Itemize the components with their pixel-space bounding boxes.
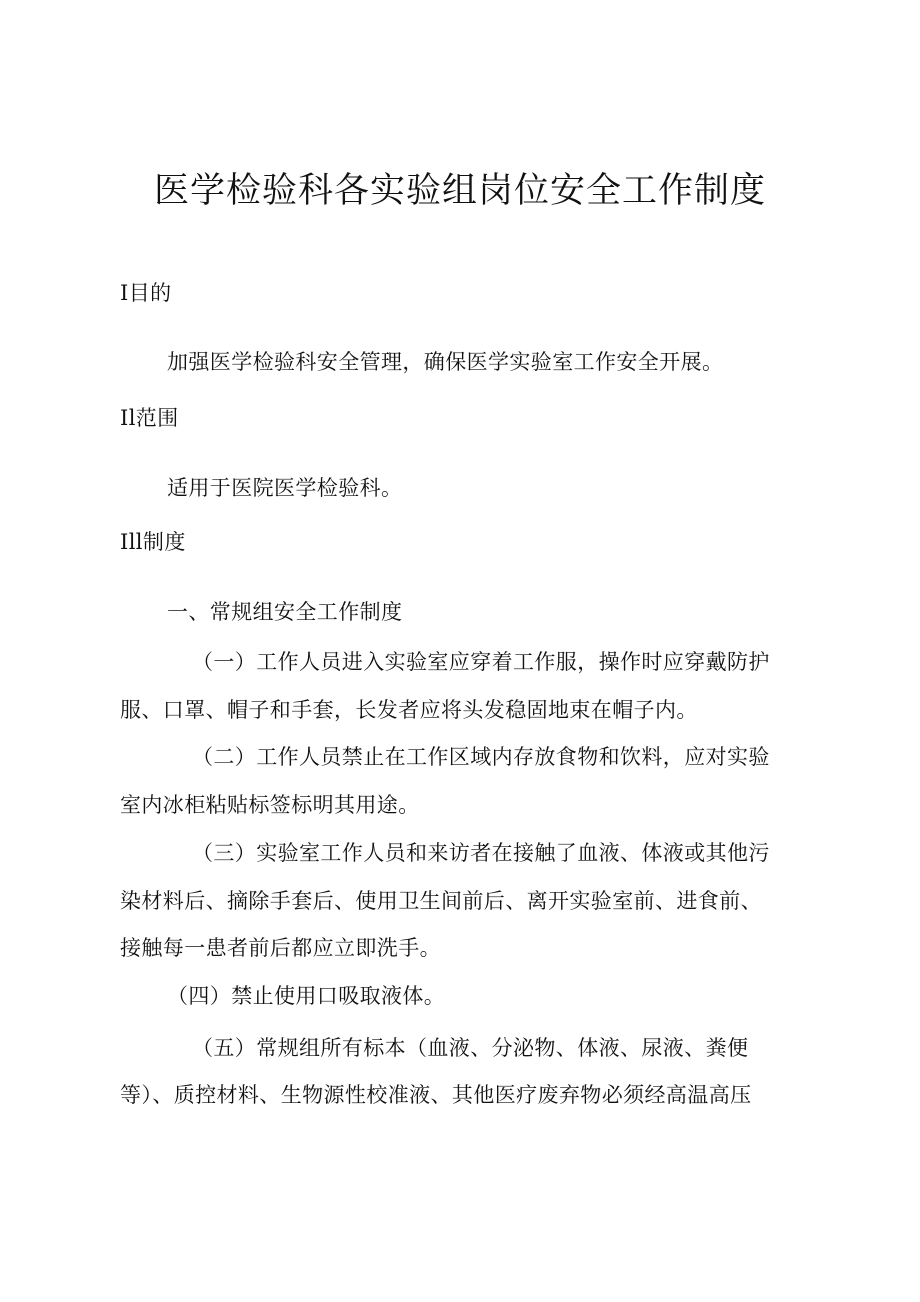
rule-item-3-line-2: 染材料后、摘除手套后、使用卫生间前后、离开实验室前、进食前、 bbox=[120, 889, 762, 913]
subsection-title: 一、常规组安全工作制度 bbox=[167, 600, 403, 624]
rule-item-1-line-1: （一）工作人员进入实验室应穿着工作服，操作时应穿戴防护 bbox=[192, 650, 770, 674]
rule-item-3-line-3: 接触每一患者前后都应立即洗手。 bbox=[120, 936, 441, 960]
section-heading-scope: Il范围 bbox=[120, 406, 179, 430]
section-heading-rules: Ill制度 bbox=[120, 530, 186, 554]
rule-item-1-line-2: 服、口罩、帽子和手套，长发者应将头发稳固地束在帽子内。 bbox=[120, 698, 698, 722]
purpose-text: 加强医学检验科安全管理，确保医学实验室工作安全开展。 bbox=[167, 350, 724, 374]
rule-item-3-line-1: （三）实验室工作人员和来访者在接触了血液、体液或其他污 bbox=[192, 841, 770, 865]
rule-item-5-line-1: （五）常规组所有标本（血液、分泌物、体液、尿液、粪便 bbox=[192, 1036, 749, 1060]
rule-item-4-line-1: （四）禁止使用口吸取液体。 bbox=[167, 984, 446, 1008]
document-title: 医学检验科各实验组岗位安全工作制度 bbox=[153, 171, 766, 211]
rule-item-5-line-2: 等）、质控材料、生物源性校准液、其他医疗废弃物必须经高温高压 bbox=[120, 1083, 752, 1107]
section-heading-purpose: I目的 bbox=[120, 281, 172, 305]
rule-item-2-line-2: 室内冰柜粘贴标签标明其用途。 bbox=[120, 793, 420, 817]
scope-text: 适用于医院医学检验科。 bbox=[167, 476, 403, 500]
rule-item-2-line-1: （二）工作人员禁止在工作区域内存放食物和饮料，应对实验 bbox=[192, 745, 770, 769]
